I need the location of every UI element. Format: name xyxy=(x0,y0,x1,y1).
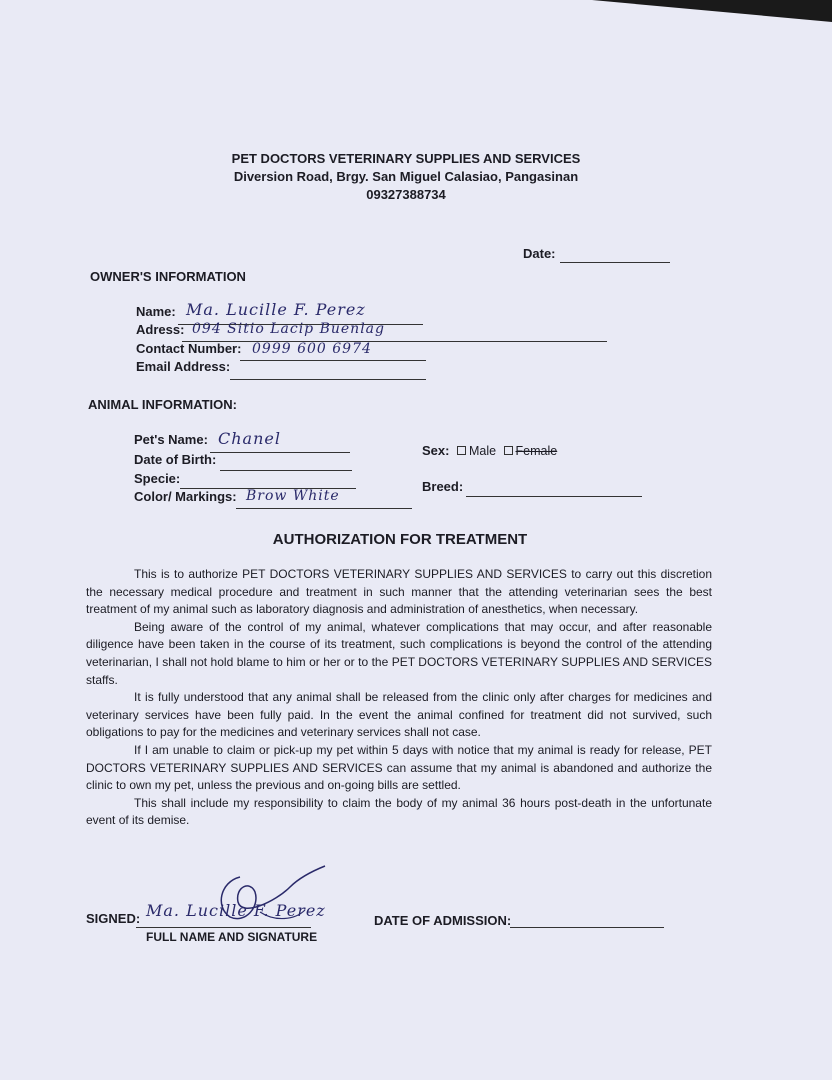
authorization-title: AUTHORIZATION FOR TREATMENT xyxy=(272,531,528,548)
company-name: PET DOCTORS VETERINARY SUPPLIES AND SERVICES xyxy=(231,151,581,166)
breed-field[interactable] xyxy=(466,496,642,497)
color-markings-label: Color/ Markings: xyxy=(134,489,237,504)
authorization-paragraph: This is to authorize PET DOCTORS VETERINARY SUPPLIES AND SERVICES to carry out this discretion the necessary medical procedure and treatment in such manner that the attending veterinarian sees the best treatment of my animal such as laboratory diagnosis and administration of anesthetics, when necessary. xyxy=(86,567,712,617)
authorization-paragraph: This shall include my responsibility to claim the body of my animal 36 hours post-death in the unfortunate event of its demise. xyxy=(86,795,712,828)
date-of-admission-label: DATE OF ADMISSION: xyxy=(374,913,512,928)
owner-address-value: 094 Sitio Lacip Buenlag xyxy=(192,321,385,337)
dob-field[interactable] xyxy=(220,470,352,471)
owner-section-title: OWNER'S INFORMATION xyxy=(90,269,246,284)
sex-female-label: Female xyxy=(515,444,558,458)
date-field[interactable] xyxy=(560,262,670,263)
signature-scribble xyxy=(200,862,330,932)
male-checkbox[interactable] xyxy=(457,446,466,455)
contact-number-label: Contact Number: xyxy=(136,341,242,356)
dob-label: Date of Birth: xyxy=(134,452,217,467)
female-checkbox[interactable] xyxy=(504,446,513,455)
color-markings-value: Brow White xyxy=(246,488,340,504)
pet-name-field[interactable] xyxy=(210,452,350,453)
sex-male-label: Male xyxy=(468,444,497,458)
signed-label: SIGNED: xyxy=(86,911,141,926)
company-phone: 09327388734 xyxy=(366,187,446,202)
color-markings-field[interactable] xyxy=(236,508,412,509)
sex-field xyxy=(422,443,557,458)
email-label: Email Address: xyxy=(136,359,231,374)
pet-name-label: Pet's Name: xyxy=(134,432,208,447)
date-of-admission-field[interactable] xyxy=(510,927,664,928)
contact-number-value: 0999 600 6974 xyxy=(252,341,372,357)
animal-section-title: ANIMAL INFORMATION: xyxy=(88,397,237,412)
date-label: Date: xyxy=(523,246,556,261)
owner-address-label: Adress: xyxy=(136,322,185,337)
authorization-paragraph: Being aware of the control of my animal, whatever complications that may occur, and after reasonable diligence have been taken in the course of its treatment, such complications is beyond the control of the attending veterinarian, I shall not hold blame to him or her or to the PET DOCTORS VETERINARY SUPPLIES AND SERVICES staffs. xyxy=(86,619,712,687)
email-field[interactable] xyxy=(230,379,426,380)
pet-name-value: Chanel xyxy=(218,429,281,448)
signature-caption: FULL NAME AND SIGNATURE xyxy=(146,930,318,944)
authorization-paragraph: If I am unable to claim or pick-up my pet within 5 days with notice that my animal is ready for release, PET DOCTORS VETERINARY SUPPLIES AND SERVICES can assume that my animal is abandoned and authorize the clinic to own my pet, unless the previous and on-going bills are settled. xyxy=(86,742,712,793)
specie-label: Specie: xyxy=(134,471,181,486)
sex-label: Sex: xyxy=(422,443,450,458)
company-address: Diversion Road, Brgy. San Miguel Calasiao, Pangasinan xyxy=(233,169,579,184)
signed-name-value: Ma. Lucille F. Perez xyxy=(146,901,326,920)
authorization-body xyxy=(86,566,712,830)
owner-name-value: Ma. Lucille F. Perez xyxy=(186,300,366,319)
scan-edge-shadow xyxy=(592,0,832,22)
owner-name-label: Name: xyxy=(136,304,176,319)
breed-label: Breed: xyxy=(422,479,464,494)
contact-number-field[interactable] xyxy=(240,360,426,361)
owner-address-field[interactable] xyxy=(182,341,607,342)
authorization-paragraph: It is fully understood that any animal shall be released from the clinic only after charges for medicines and veterinary services have been fully paid. In the event the animal confined for treatment did not survived, such obligations to pay for the medicines and veterinary services shall not case. xyxy=(86,690,712,740)
